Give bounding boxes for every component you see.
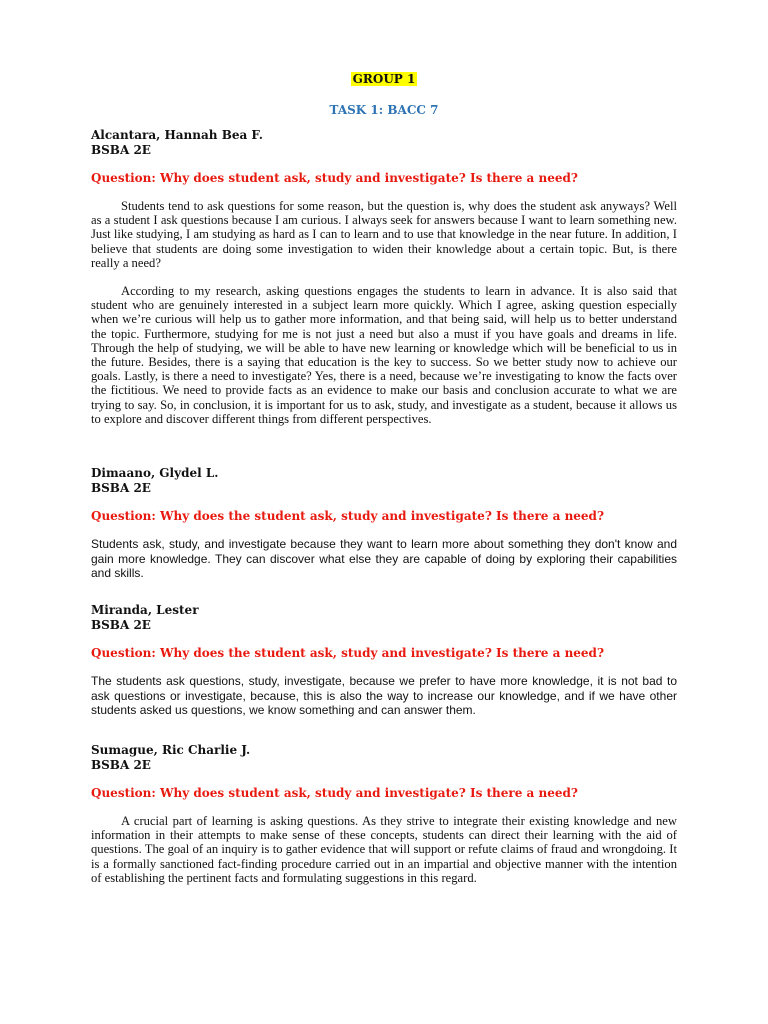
answer-paragraph: A crucial part of learning is asking questions. As they strive to integrate their existing knowledge and new information in their attempts to make sense of these concepts, students can direct their learning with the aid of questions. The goal of an inquiry is to gather evidence that will support or refute claims of fraud and wrongdoing. It is a formally sanctioned fact-finding procedure carried out in an impartial and objective manner with the intention of establishing the pertinent facts and formulating suggestions in this regard.: [91, 814, 677, 885]
answer-body: [91, 199, 677, 426]
answer-paragraph: According to my research, asking questions engages the students to learn in advance. It is also said that student who are genuinely interested in a subject learn more quickly. Which I agree, asking question especially when we’re curious will help us to gather more information, and that being said, will help us to better understand the topic. Furthermore, studying for me is not just a need but also a must if you have goals and dreams in life. Through the help of studying, we will be able to have new learning or knowledge which will be beneficial to us in the future. Besides, there is a saying that education is the key to success. So we better study now to achieve our goals. Lastly, is there a need to investigate? Yes, there is a need, because we’re investigating to know the facts over the fictitious. We need to provide facts as an evidence to make our basis and conclusion accurate to what we are trying to say. So, in conclusion, it is important for us to ask, study, and investigate as a student, because it allows us to explore and discover different things from different perspectives.: [91, 284, 677, 426]
question-text: Question: Why does the student ask, study and investigate? Is there a need?: [91, 646, 604, 660]
group-heading-text: GROUP 1: [352, 72, 416, 86]
student-entry-sumague: [91, 743, 677, 899]
student-section: BSBA 2E: [91, 481, 151, 495]
student-section: BSBA 2E: [91, 758, 151, 772]
student-name: Sumague, Ric Charlie J.: [91, 743, 251, 757]
task-heading: TASK 1: BACC 7: [329, 103, 439, 117]
student-entry-miranda: [91, 603, 677, 732]
question-text: Question: Why does student ask, study and investigate? Is there a need?: [91, 786, 578, 800]
student-name: Alcantara, Hannah Bea F.: [91, 128, 263, 142]
question-text: Question: Why does the student ask, study and investigate? Is there a need?: [91, 509, 604, 523]
question-text: Question: Why does student ask, study and investigate? Is there a need?: [91, 171, 578, 185]
group-heading: [0, 72, 768, 86]
answer-body: [91, 537, 677, 581]
student-section: BSBA 2E: [91, 618, 151, 632]
answer-body: [91, 674, 677, 718]
answer-body: [91, 814, 677, 885]
student-name: Dimaano, Glydel L.: [91, 466, 219, 480]
student-section: BSBA 2E: [91, 143, 151, 157]
answer-paragraph: The students ask questions, study, investigate, because we prefer to have more knowledge, it is not bad to ask questions or investigate, because, this is also the way to increase our knowledge, and if we have other students asked us questions, we know something and can answer them.: [91, 674, 677, 718]
answer-paragraph: Students ask, study, and investigate because they want to learn more about something they don't know and gain more knowledge. They can discover what else they are capable of doing by exploring their capabilities and skills.: [91, 537, 677, 581]
answer-paragraph: Students tend to ask questions for some reason, but the question is, why does the student ask anyways? Well as a student I ask questions because I am curious. I always seek for answers because I want to learn something new. Just like studying, I am studying as hard as I can to learn and to use that knowledge in the near future. In addition, I believe that students are doing some investigation to widen their knowledge about a certain topic. But, is there really a need?: [91, 199, 677, 270]
student-name: Miranda, Lester: [91, 603, 199, 617]
student-entry-alcantara: [91, 128, 677, 440]
student-entry-dimaano: [91, 466, 677, 595]
